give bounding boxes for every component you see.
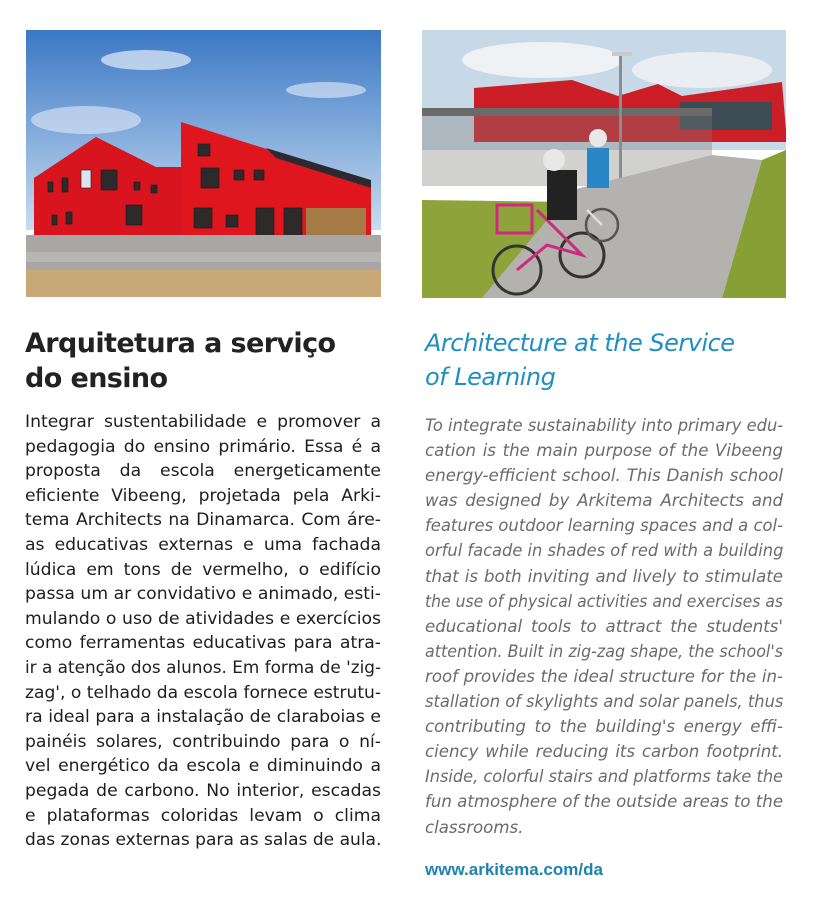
body-line: attention. Built in zig-zag shape, the school's	[425, 641, 783, 661]
body-line: as educativas externas e uma fachada	[25, 534, 381, 555]
body-line: classrooms.	[425, 817, 524, 837]
article-title-portuguese	[25, 326, 395, 396]
title-line: Arquitetura a serviço	[25, 328, 336, 359]
title-line: of Learning	[425, 363, 556, 391]
article-title-english	[425, 326, 795, 394]
body-line: the use of physical activities and exercises as	[425, 591, 783, 611]
grass	[26, 270, 381, 297]
cloud	[632, 52, 772, 88]
body-line: lúdica em tons de vermelho, o edifício	[25, 559, 381, 580]
body-line: mulando o uso de atividades e exercícios	[25, 608, 381, 629]
lamp-head	[612, 52, 632, 56]
cloud	[31, 106, 141, 134]
road-shade	[26, 252, 381, 262]
children-cycling-illustration	[422, 30, 786, 298]
school-building-photo	[26, 30, 381, 297]
bike-shelter-roof	[422, 108, 712, 116]
body-line: features outdoor learning spaces and a col-	[425, 516, 783, 536]
body-line: tema Architects na Dinamarca. Com áre-	[25, 510, 381, 531]
body-line: roof provides the ideal structure for the in-	[425, 666, 783, 686]
body-line: vel energético da escola e diminuindo a	[25, 756, 381, 777]
body-line: that is both inviting and lively to stimulate	[425, 566, 783, 586]
body-line: was designed by Arkitema Architects and	[425, 491, 783, 511]
body-line: passa um ar convidativo e animado, esti-	[25, 584, 381, 605]
school-building-illustration	[26, 30, 381, 297]
body-line: painéis solares, contribuindo para o ní-	[25, 731, 381, 752]
body-line: pegada de carbono. No interior, escadas	[25, 780, 381, 801]
cloud	[462, 42, 622, 78]
title-line: Architecture at the Service	[425, 329, 735, 357]
body-line: pedagogia do ensino primário. Essa é a	[25, 436, 381, 457]
body-line: Integrar sustentabilidade e promover a	[25, 412, 381, 432]
cloud	[101, 50, 191, 70]
body-line: orful facade in shades of red with a building	[425, 541, 784, 561]
body-line: To integrate sustainability into primary edu-	[425, 416, 784, 435]
children-cycling-photo	[422, 30, 786, 298]
helmet	[543, 149, 565, 171]
body-line: proposta da escola energeticamente	[25, 461, 381, 482]
article-body-english	[425, 413, 783, 840]
body-line: educational tools to attract the students'	[425, 616, 783, 636]
body-line: stallation of skylights and solar panels, thus	[425, 692, 784, 712]
body-line: e plataformas coloridas levam o clima	[25, 805, 381, 826]
cyclist-body	[547, 170, 577, 220]
body-line: ra ideal para a instalação de claraboias e	[25, 707, 381, 728]
body-line: ciency while reducing its carbon footprint.	[425, 742, 783, 762]
cyclist-back-body	[587, 148, 609, 188]
body-line: energy-efficient school. This Danish school	[425, 466, 783, 486]
website-link[interactable]: www.arkitema.com/da	[425, 860, 603, 879]
cloud	[286, 82, 366, 98]
body-line: Inside, colorful stairs and platforms take the	[425, 767, 783, 787]
body-line: zag', o telhado da escola fornece estrutu-	[25, 682, 382, 703]
body-line: ir a atenção dos alunos. Em forma de 'zig-	[25, 657, 382, 678]
title-line: do ensino	[25, 363, 168, 394]
body-line: cation is the main purpose of the Vibeeng	[425, 441, 783, 461]
article-body-portuguese	[25, 410, 381, 853]
body-line: eficiente Vibeeng, projetada pela Arki-	[25, 485, 381, 506]
body-line: contributing to the building's energy effi-	[425, 717, 783, 737]
body-line: como ferramentas educativas para atra-	[25, 633, 381, 654]
body-line: das zonas externas para as salas de aula.	[25, 830, 382, 851]
helmet-back	[589, 129, 607, 147]
body-line: fun atmosphere of the outside areas to the	[425, 792, 784, 812]
